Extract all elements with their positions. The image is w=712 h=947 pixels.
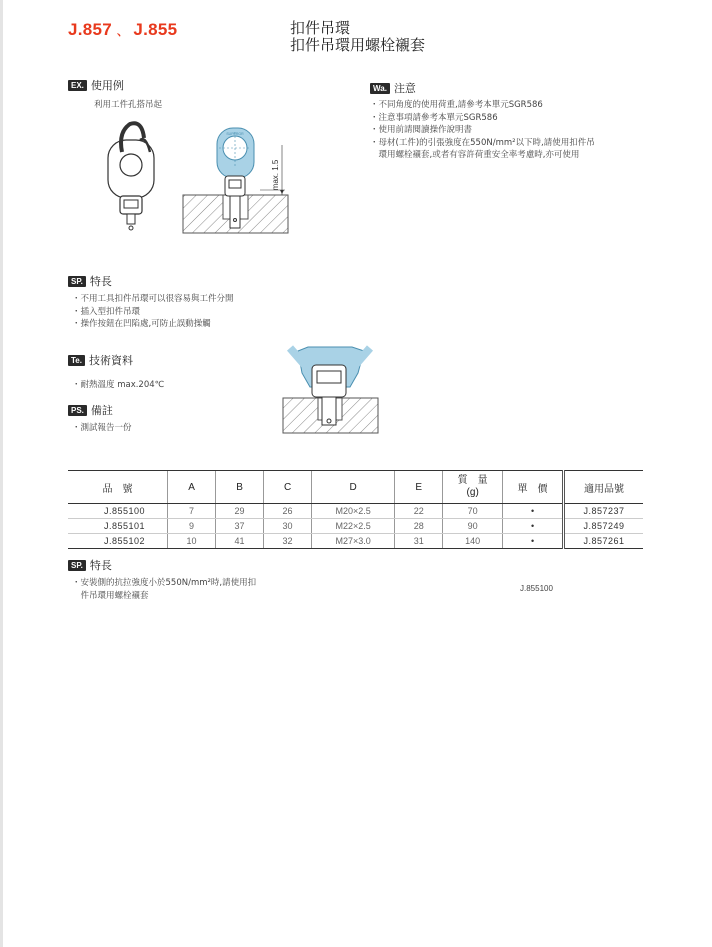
section-features2-heading [68, 557, 112, 573]
cell-applicable: J.857237 [563, 504, 643, 519]
product-codes [68, 20, 177, 40]
warning-item: 環用螺栓襯套,或者有容許荷重安全率考慮時,亦可使用 [370, 150, 580, 160]
code-a: J.857 [68, 20, 113, 39]
cell-a: 7 [168, 504, 216, 519]
warning-badge: Wa. [370, 83, 390, 94]
cell-b: 41 [216, 534, 264, 549]
warning-item: ・母材(工件)的引張強度在550N/mm²以下時,請使用扣件吊 [370, 137, 595, 148]
ring-in-workpiece-figure [183, 128, 288, 233]
cell-b: 29 [216, 504, 264, 519]
cell-c: 30 [264, 519, 312, 534]
tech-list [72, 379, 164, 392]
cell-price: • [503, 519, 564, 534]
warning-item: ・注意事項請參考本單元SGR586 [370, 112, 498, 123]
title-line-1: 扣件吊環 [290, 19, 351, 37]
col-header-model: 品 號 [68, 471, 168, 504]
cell-mass: 70 [443, 504, 503, 519]
cell-c: 26 [264, 504, 312, 519]
cell-price: • [503, 534, 564, 549]
section-tech-heading [68, 352, 133, 368]
cell-price: • [503, 504, 564, 519]
cell-d: M20×2.5 [312, 504, 395, 519]
example-caption: 利用工件孔搭吊起 [94, 100, 163, 110]
features-title: 特長 [89, 275, 112, 288]
hook-ring-figure [108, 123, 154, 230]
cell-applicable: J.857261 [563, 534, 643, 549]
table-header-row [68, 471, 643, 504]
footnote-code: J.855100 [520, 584, 553, 593]
col-header-a: A [168, 471, 216, 504]
tech-title: 技術資料 [88, 354, 133, 367]
ring-mark: SUPERGR [226, 132, 244, 136]
cell-d: M22×2.5 [312, 519, 395, 534]
cell-applicable: J.857249 [563, 519, 643, 534]
cell-c: 32 [264, 534, 312, 549]
cell-b: 37 [216, 519, 264, 534]
feature2-item: 件吊環用螺栓襯套 [72, 590, 149, 601]
warning-item: ・不同角度的使用荷重,請參考本單元SGR586 [370, 100, 543, 110]
bushing-illustration [280, 343, 380, 436]
col-header-price: 單 價 [503, 471, 564, 504]
feature-item: ・插入型扣件吊環 [72, 306, 141, 317]
features2-list [72, 577, 256, 602]
warning-list [370, 99, 595, 162]
col-header-mass: 質 量 (g) [443, 471, 503, 504]
cell-e: 31 [395, 534, 443, 549]
spec-table [68, 470, 643, 549]
remarks-list [72, 422, 132, 435]
section-example-heading [68, 77, 124, 93]
col-header-d: D [312, 471, 395, 504]
table-row [68, 534, 643, 549]
cell-model: J.855101 [68, 519, 168, 534]
remark-item: ・測試報告一份 [72, 423, 132, 433]
code-b: J.855 [133, 20, 178, 39]
cell-mass: 140 [443, 534, 503, 549]
feature-item: ・操作按鈕在凹陷處,可防止誤動操觸 [72, 319, 211, 329]
cell-model: J.855102 [68, 534, 168, 549]
code-separator: 、 [117, 26, 129, 38]
col-header-applicable: 適用品號 [563, 471, 643, 504]
example-title: 使用例 [90, 79, 124, 92]
warning-title: 注意 [393, 82, 416, 95]
features2-badge: SP. [68, 560, 86, 571]
table-row [68, 519, 643, 534]
cell-mass: 90 [443, 519, 503, 534]
section-remarks-heading [68, 402, 113, 418]
section-warning-heading [370, 80, 416, 96]
table-row [68, 504, 643, 519]
remarks-badge: PS. [68, 405, 87, 416]
features-list [72, 293, 234, 331]
tech-badge: Te. [68, 355, 85, 366]
cell-d: M27×3.0 [312, 534, 395, 549]
remarks-title: 備註 [90, 404, 113, 417]
example-badge: EX. [68, 80, 87, 91]
usage-illustration [100, 110, 300, 250]
col-header-e: E [395, 471, 443, 504]
col-header-c: C [264, 471, 312, 504]
page-title [290, 20, 425, 54]
title-line-2: 扣件吊環用螺栓襯套 [290, 36, 426, 54]
cell-a: 10 [168, 534, 216, 549]
cell-a: 9 [168, 519, 216, 534]
cell-e: 28 [395, 519, 443, 534]
cell-e: 22 [395, 504, 443, 519]
feature2-item: ・安裝側的抗拉強度小於550N/mm²時,請使用扣 [72, 578, 257, 588]
cell-model: J.855100 [68, 504, 168, 519]
dimension-label: max. 1.5 [271, 159, 280, 191]
tech-item: ・耐熱溫度 max.204℃ [72, 380, 165, 390]
features-badge: SP. [68, 276, 86, 287]
left-margin-rule [0, 0, 3, 947]
warning-item: ・使用前請閱讀操作說明書 [370, 125, 473, 135]
features2-title: 特長 [89, 559, 112, 572]
section-features-heading [68, 273, 112, 289]
feature-item: ・不用工具扣件吊環可以很容易與工件分開 [72, 294, 234, 304]
col-header-b: B [216, 471, 264, 504]
